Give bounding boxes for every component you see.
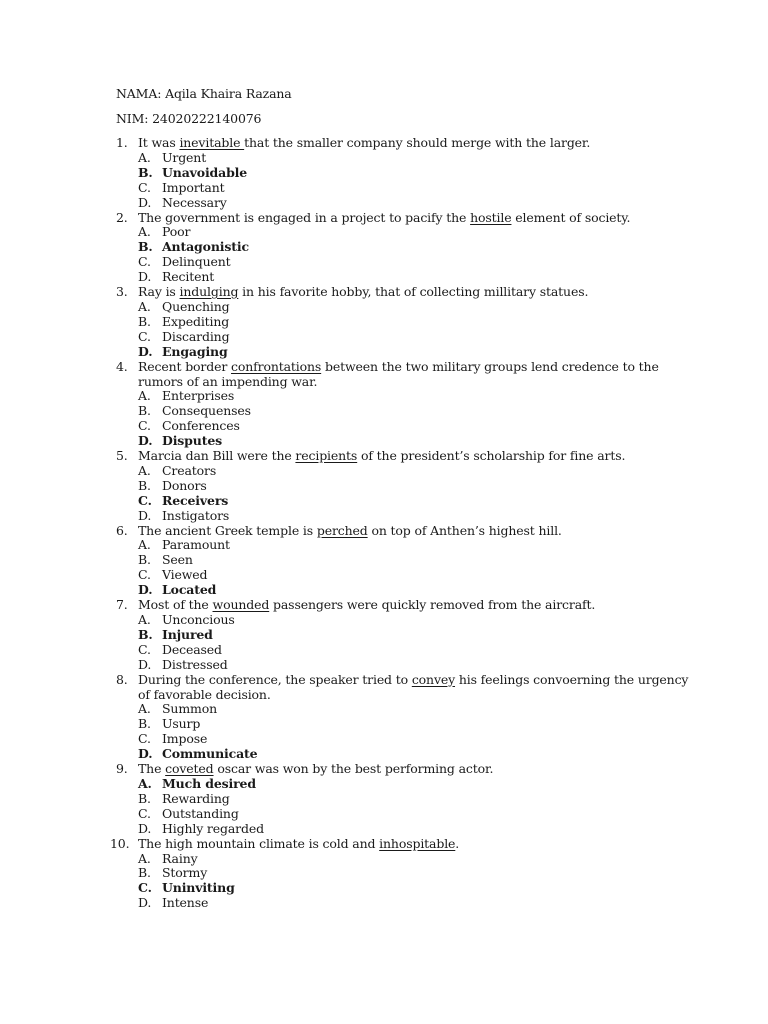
answer-option	[0, 479, 768, 494]
answer-option-correct	[0, 345, 768, 360]
underlined-keyword: coveted	[165, 761, 214, 777]
underlined-keyword: perched	[316, 522, 368, 538]
question-text-before: Recent border	[138, 358, 232, 374]
option-letter: C.	[138, 880, 152, 896]
option-text: Unavoidable	[162, 164, 248, 180]
option-letter: D.	[138, 895, 152, 911]
option-text: Summon	[162, 701, 217, 717]
answer-option-correct	[0, 881, 768, 896]
option-text: Conferences	[162, 418, 240, 434]
option-letter: A.	[138, 701, 151, 717]
question-text	[0, 837, 698, 852]
answer-option	[0, 643, 768, 658]
option-text: Necessary	[162, 194, 227, 210]
question-text-after: his feelings convoerning the urgency of favorable decision.	[138, 671, 689, 702]
question-text-after: .	[455, 835, 460, 851]
underlined-keyword: inhospitable	[379, 835, 456, 851]
option-text: Urgent	[162, 149, 207, 165]
option-text: Highly regarded	[162, 820, 264, 836]
option-letter: A.	[138, 149, 151, 165]
question-item	[0, 211, 768, 286]
option-letter: C.	[138, 328, 151, 344]
answer-option	[0, 792, 768, 807]
question-number: 4.	[116, 358, 128, 374]
option-text: Unconcious	[162, 612, 235, 627]
option-letter: C.	[138, 492, 152, 508]
option-text: Distressed	[162, 656, 228, 672]
option-letter: C.	[138, 254, 151, 270]
question-text-before: The	[138, 761, 166, 777]
answer-option-correct	[0, 434, 768, 449]
question-text-before: Marcia dan Bill were the	[138, 448, 296, 464]
question-number: 7.	[116, 597, 128, 613]
question-text-after: oscar was won by the best performing actor.	[213, 761, 494, 777]
question-number: 8.	[116, 671, 128, 687]
option-text: Recitent	[162, 269, 215, 285]
question-item	[0, 837, 768, 912]
answer-option	[0, 568, 768, 583]
answer-option	[0, 852, 768, 867]
question-text-before: Ray is	[138, 284, 180, 300]
question-text	[0, 449, 698, 464]
option-letter: B.	[138, 477, 151, 493]
option-letter: B.	[138, 313, 151, 329]
option-text: Viewed	[162, 567, 208, 583]
answer-option	[0, 613, 768, 628]
option-letter: C.	[138, 567, 151, 583]
option-text: Receivers	[162, 492, 229, 508]
answer-option	[0, 300, 768, 315]
question-text	[0, 360, 698, 390]
option-letter: D.	[138, 820, 152, 836]
option-text: Discarding	[162, 328, 230, 344]
option-letter: A.	[138, 850, 151, 866]
option-text: Intense	[162, 895, 209, 911]
question-text-after: passengers were quickly removed from the aircraft.	[269, 597, 596, 613]
question-text-after: of the president’s scholarship for fine arts.	[357, 448, 626, 464]
option-text: Quenching	[162, 298, 230, 314]
question-text	[0, 136, 698, 151]
question-text	[0, 211, 698, 226]
option-text: Deceased	[162, 641, 222, 657]
question-text-before: It was	[138, 135, 180, 150]
question-text-after: in his favorite hobby, that of collecting millitary statues.	[238, 284, 589, 300]
answer-option	[0, 896, 768, 911]
option-letter: B.	[138, 716, 151, 732]
question-text	[0, 524, 698, 539]
question-item	[0, 449, 768, 524]
answer-option	[0, 255, 768, 270]
question-text-before: During the conference, the speaker tried to	[138, 671, 412, 687]
option-text: Rewarding	[162, 790, 230, 806]
option-text: Stormy	[162, 865, 208, 881]
option-letter: C.	[138, 805, 151, 821]
question-number: 10.	[110, 835, 130, 851]
answer-option-correct	[0, 583, 768, 598]
option-letter: B.	[138, 790, 151, 806]
answer-option-correct	[0, 747, 768, 762]
student-id: NIM: 24020222140076	[116, 111, 262, 126]
option-letter: B.	[138, 164, 153, 180]
option-text: Much desired	[162, 775, 256, 791]
question-list	[0, 136, 768, 911]
option-text: Communicate	[162, 746, 258, 762]
question-item	[0, 673, 768, 762]
question-text	[0, 285, 698, 300]
underlined-keyword: confrontations	[231, 358, 322, 374]
option-text: Enterprises	[162, 388, 235, 404]
answer-option-correct	[0, 240, 768, 255]
option-letter: D.	[138, 194, 152, 210]
option-text: Expediting	[162, 313, 230, 329]
question-text-before: The high mountain climate is cold and	[138, 835, 380, 851]
question-text	[0, 673, 698, 703]
option-letter: B.	[138, 626, 153, 642]
option-letter: D.	[138, 507, 152, 523]
option-letter: A.	[138, 537, 151, 553]
question-number: 2.	[116, 209, 128, 225]
option-letter: A.	[138, 462, 151, 478]
answer-option	[0, 404, 768, 419]
option-text: Creators	[162, 462, 217, 478]
option-text: Outstanding	[162, 805, 239, 821]
answer-option	[0, 538, 768, 553]
answer-option-correct	[0, 166, 768, 181]
option-text: Instigators	[162, 507, 230, 523]
question-text	[0, 598, 698, 613]
answer-option	[0, 315, 768, 330]
option-letter: D.	[138, 746, 153, 762]
answer-option	[0, 464, 768, 479]
underlined-keyword: wounded	[212, 597, 270, 613]
question-text-before: Most of the	[138, 597, 213, 613]
question-number: 6.	[116, 522, 128, 538]
question-item	[0, 360, 768, 449]
question-text-after: between the two military groups lend credence to the rumors of an impending war.	[138, 358, 659, 389]
option-letter: D.	[138, 343, 153, 359]
option-text: Poor	[162, 224, 191, 240]
option-text: Rainy	[162, 850, 198, 866]
option-text: Antagonistic	[162, 239, 249, 255]
option-text: Engaging	[162, 343, 228, 359]
option-letter: A.	[138, 775, 152, 791]
option-text: Donors	[162, 477, 207, 493]
answer-option	[0, 389, 768, 404]
option-letter: D.	[138, 433, 153, 449]
question-text-before: The ancient Greek temple is	[138, 522, 317, 538]
answer-option	[0, 866, 768, 881]
answer-option	[0, 151, 768, 166]
answer-option	[0, 181, 768, 196]
question-number: 1.	[116, 135, 128, 150]
underlined-keyword: inevitable	[179, 135, 245, 150]
option-letter: B.	[138, 865, 151, 881]
option-letter: A.	[138, 298, 151, 314]
option-text: Injured	[162, 626, 213, 642]
option-letter: A.	[138, 388, 151, 404]
underlined-keyword: convey	[411, 671, 456, 687]
question-number: 9.	[116, 761, 128, 777]
option-text: Important	[162, 179, 225, 195]
option-letter: D.	[138, 582, 153, 598]
answer-option-correct	[0, 628, 768, 643]
answer-option-correct	[0, 494, 768, 509]
option-text: Disputes	[162, 433, 223, 449]
question-item	[0, 285, 768, 360]
option-letter: C.	[138, 179, 151, 195]
option-text: Usurp	[162, 716, 201, 732]
option-letter: B.	[138, 239, 153, 255]
option-letter: A.	[138, 612, 151, 627]
answer-option	[0, 732, 768, 747]
question-text-after: element of society.	[511, 209, 631, 225]
question-number: 3.	[116, 284, 128, 300]
question-item	[0, 598, 768, 673]
option-letter: C.	[138, 731, 151, 747]
student-name: NAMA: Aqila Khaira Razana	[116, 86, 292, 101]
answer-option	[0, 509, 768, 524]
question-number: 5.	[116, 448, 128, 464]
answer-option	[0, 225, 768, 240]
option-letter: A.	[138, 224, 151, 240]
answer-option	[0, 702, 768, 717]
option-text: Consequenses	[162, 403, 251, 419]
answer-option	[0, 419, 768, 434]
option-text: Uninviting	[162, 880, 235, 896]
answer-option	[0, 270, 768, 285]
option-letter: B.	[138, 403, 151, 419]
option-text: Delinquent	[162, 254, 231, 270]
underlined-keyword: indulging	[179, 284, 239, 300]
question-item	[0, 136, 768, 211]
answer-option	[0, 717, 768, 732]
answer-option	[0, 553, 768, 568]
question-text-before: The government is engaged in a project to pacify the	[138, 209, 471, 225]
answer-option	[0, 822, 768, 837]
answer-option	[0, 330, 768, 345]
option-text: Impose	[162, 731, 208, 747]
option-letter: B.	[138, 552, 151, 568]
answer-option	[0, 196, 768, 211]
answer-option	[0, 807, 768, 822]
question-text	[0, 762, 698, 777]
question-text-after: that the smaller company should merge with the larger.	[244, 135, 591, 150]
option-letter: C.	[138, 641, 151, 657]
answer-option-correct	[0, 777, 768, 792]
option-letter: C.	[138, 418, 151, 434]
option-letter: D.	[138, 656, 152, 672]
answer-option	[0, 658, 768, 673]
underlined-keyword: hostile	[470, 209, 512, 225]
option-text: Seen	[162, 552, 193, 568]
option-text: Paramount	[162, 537, 230, 553]
question-text-after: on top of Anthen’s highest hill.	[367, 522, 562, 538]
underlined-keyword: recipients	[295, 448, 358, 464]
option-text: Located	[162, 582, 217, 598]
question-item	[0, 524, 768, 599]
option-letter: D.	[138, 269, 152, 285]
question-item	[0, 762, 768, 837]
